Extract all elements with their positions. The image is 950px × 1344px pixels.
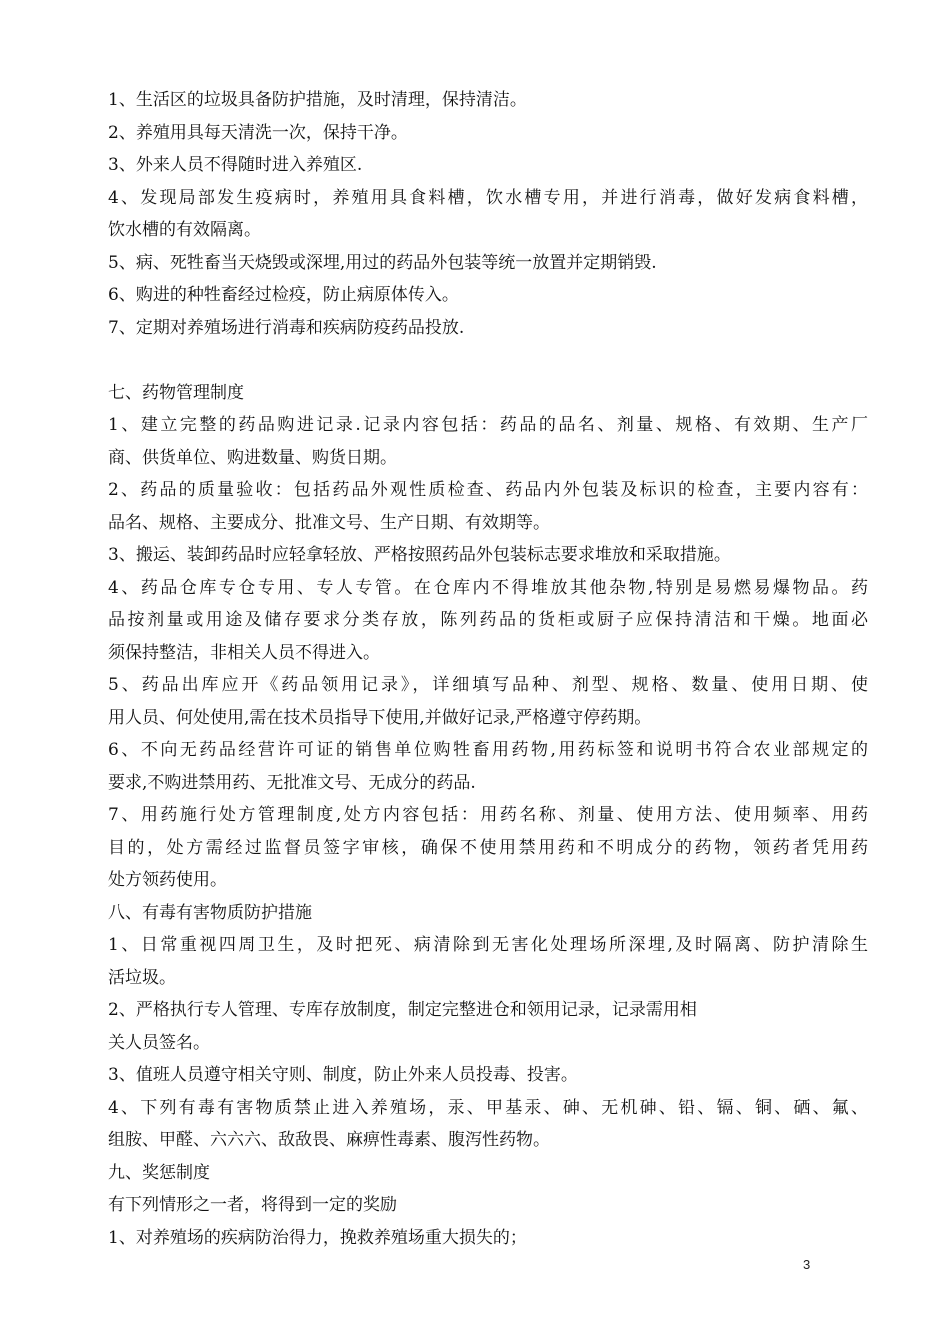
list-item: 4、下列有毒有害物质禁止进入养殖场，汞、甲基汞、砷、无机砷、铅、镉、铜、硒、氟、 [108,1097,868,1118]
list-item: 4、药品仓库专仓专用、专人专管。在仓库内不得堆放其他杂物,特别是易燃易爆物品。药 [108,577,868,598]
list-item-continuation: 用人员、何处使用,需在技术员指导下使用,并做好记录,严格遵守停药期。 [108,707,652,728]
list-item: 7、用药施行处方管理制度,处方内容包括：用药名称、剂量、使用方法、使用频率、用药 [108,805,868,825]
list-item: 6、不向无药品经营许可证的销售单位购牲畜用药物,用药标签和说明书符合农业部规定的 [108,740,868,760]
list-item-continuation: 须保持整洁，非相关人员不得进入。 [108,642,380,663]
list-item-continuation: 商、供货单位、购进数量、购货日期。 [108,447,397,468]
list-item: 1、日常重视四周卫生，及时把死、病清除到无害化处理场所深埋,及时隔离、防护清除生 [108,935,868,955]
list-item: 1、生活区的垃圾具备防护措施，及时清理，保持清洁。 [108,90,527,110]
list-item: 1、建立完整的药品购进记录.记录内容包括：药品的品名、剂量、规格、有效期、生产厂 [108,415,868,435]
list-item: 2、严格执行专人管理、专库存放制度，制定完整进仓和领用记录，记录需用相 [108,1000,697,1020]
list-item: 6、购进的种牲畜经过检疫，防止病原体传入。 [108,285,459,305]
paragraph-spacer [108,344,868,377]
list-item: 2、药品的质量验收：包括药品外观性质检查、药品内外包装及标识的检查，主要内容有： [108,480,868,500]
list-item: 7、定期对养殖场进行消毒和疾病防疫药品投放. [108,317,465,338]
page-number: 3 [803,1257,811,1272]
list-item-continuation: 组胺、甲醛、六六六、敌敌畏、麻痹性毒素、腹泻性药物。 [108,1130,550,1150]
list-item: 5、药品出库应开《药品领用记录》，详细填写品种、剂型、规格、数量、使用日期、使 [108,675,868,695]
list-item-continuation: 品名、规格、主要成分、批准文号、生产日期、有效期等。 [108,512,550,533]
list-item-continuation: 目的，处方需经过监督员签字审核，确保不使用禁用药和不明成分的药物，领药者凭用药 [108,837,868,858]
list-item: 1、对养殖场的疾病防治得力，挽救养殖场重大损失的； [108,1227,527,1248]
list-item-continuation: 饮水槽的有效隔离。 [108,220,261,240]
list-item: 5、病、死牲畜当天烧毁或深埋,用过的药品外包装等统一放置并定期销毁. [108,252,657,273]
list-item: 4、发现局部发生疫病时，养殖用具食料槽，饮水槽专用，并进行消毒，做好发病食料槽， [108,187,868,208]
section-heading: 七、药物管理制度 [108,382,244,403]
paragraph: 有下列情形之一者，将得到一定的奖励 [108,1195,397,1215]
list-item: 3、值班人员遵守相关守则、制度，防止外来人员投毒、投害。 [108,1065,578,1085]
list-item-continuation: 品按剂量或用途及储存要求分类存放，陈列药品的货柜或厨子应保持清洁和干燥。地面必 [108,610,868,630]
section-heading: 九、奖惩制度 [108,1162,210,1183]
document-body [108,84,868,1254]
list-item-continuation: 活垃圾。 [108,967,176,988]
list-item-continuation: 关人员签名。 [108,1032,210,1053]
section-heading: 八、有毒有害物质防护措施 [108,902,312,923]
list-item-continuation: 处方领药使用。 [108,870,227,890]
list-item-continuation: 要求,不购进禁用药、无批准文号、无成分的药品. [108,772,476,793]
list-item: 2、养殖用具每天清洗一次，保持干净。 [108,122,408,143]
list-item: 3、外来人员不得随时进入养殖区. [108,155,363,175]
list-item: 3、搬运、装卸药品时应轻拿轻放、严格按照药品外包装标志要求堆放和采取措施。 [108,545,731,565]
